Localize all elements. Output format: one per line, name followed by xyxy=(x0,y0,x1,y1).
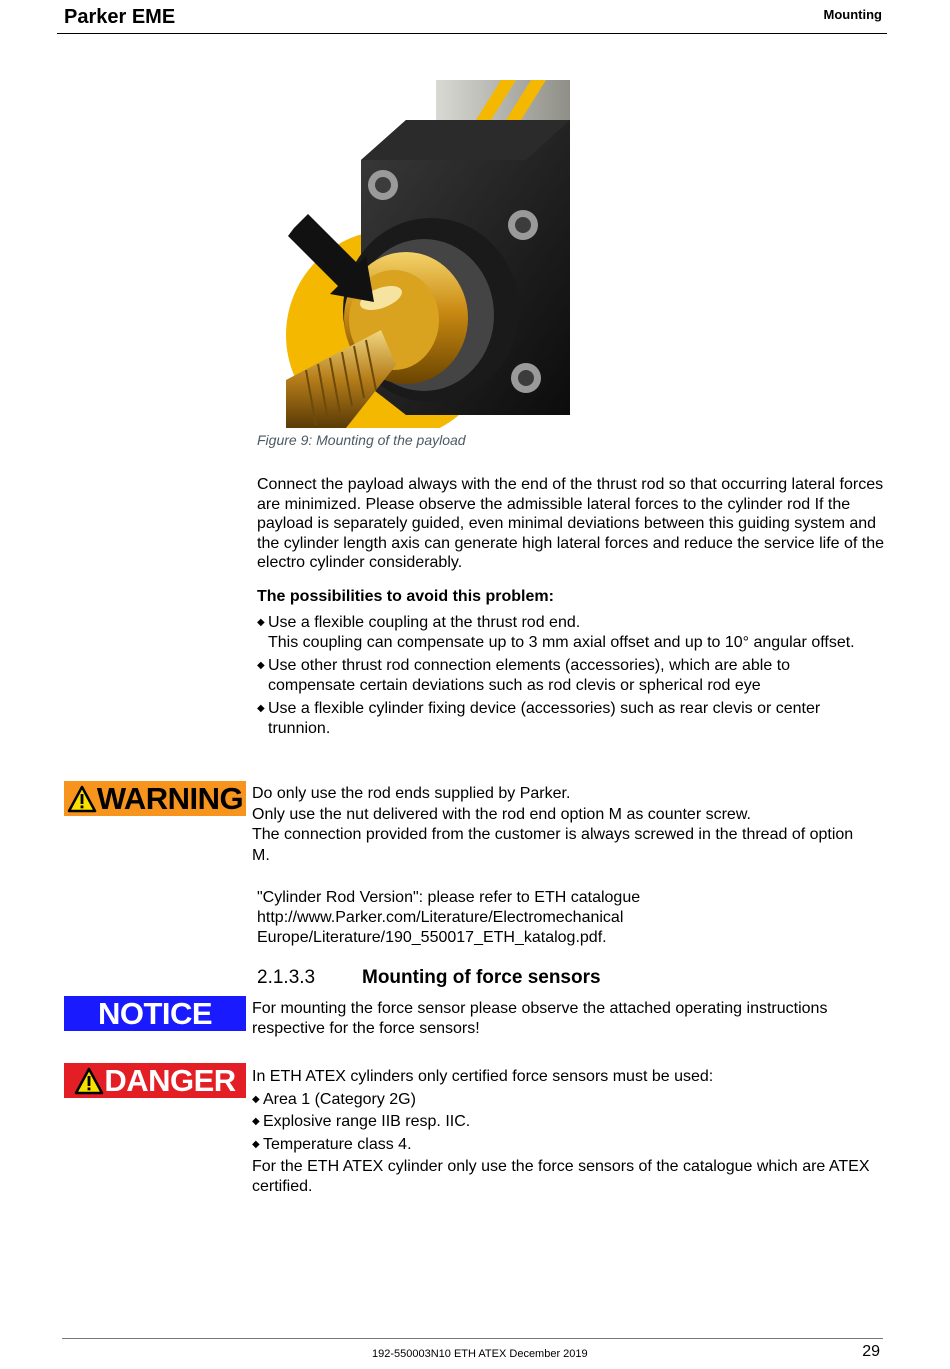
warning-line: Only use the nut delivered with the rod end option M as counter screw. xyxy=(252,805,751,823)
warning-label: WARNING xyxy=(96,780,244,816)
list-item-text: Use a flexible coupling at the thrust rod end. xyxy=(268,614,581,631)
danger-badge xyxy=(64,1063,246,1098)
list-item-text: Temperature class 4. xyxy=(263,1135,412,1153)
danger-footer: For the ETH ATEX cylinder only use the force sensors of the catalogue which are ATEX certified. xyxy=(252,1158,870,1195)
list-item-text: Area 1 (Category 2G) xyxy=(263,1090,416,1108)
danger-intro: In ETH ATEX cylinders only certified force sensors must be used: xyxy=(252,1068,714,1085)
cylinder-illustration xyxy=(286,80,570,428)
possibilities-heading: The possibilities to avoid this problem: xyxy=(257,588,554,605)
catalogue-reference xyxy=(257,888,857,948)
header-rule xyxy=(57,33,887,34)
page-number: 29 xyxy=(862,1343,880,1360)
list-item xyxy=(257,613,877,653)
warning-badge xyxy=(64,781,246,816)
warning-line: The connection provided from the customer is always screwed in the thread of option M. xyxy=(252,826,854,864)
document-id: 192-550003N10 ETH ATEX December 2019 xyxy=(372,1348,588,1360)
section-number: 2.1.3.3 xyxy=(257,967,316,988)
reference-line: Europe/Literature/190_550017_ETH_katalog.pdf. xyxy=(257,929,607,946)
reference-line: "Cylinder Rod Version": please refer to ETH catalogue xyxy=(257,889,641,906)
list-item-text: Use a flexible cylinder fixing device (accessories) such as rear clevis or center trunnion. xyxy=(268,700,821,737)
warning-triangle-icon xyxy=(67,785,97,813)
reference-line: http://www.Parker.com/Literature/Electromechanical xyxy=(257,909,624,926)
diamond-bullet-icon: ◆ xyxy=(257,617,265,628)
footer-rule xyxy=(62,1338,883,1339)
warning-line: Do only use the rod ends supplied by Parker. xyxy=(252,785,571,802)
danger-triangle-icon xyxy=(74,1067,104,1095)
diamond-bullet-icon: ◆ xyxy=(252,1116,260,1127)
list-item xyxy=(252,1111,882,1134)
diamond-bullet-icon: ◆ xyxy=(257,703,265,714)
list-item xyxy=(257,656,877,696)
diamond-bullet-icon: ◆ xyxy=(252,1093,260,1105)
danger-label: DANGER xyxy=(104,1062,236,1098)
list-item-text: Use other thrust rod connection elements (accessories), which are able to compensate certain deviations such as rod clevis or spherical rod eye xyxy=(268,657,791,694)
danger-text xyxy=(252,1066,882,1197)
payload-mounting-figure xyxy=(286,80,570,428)
list-item-subtext: This coupling can compensate up to 3 mm axial offset and up to 10° angular offset. xyxy=(268,634,855,651)
notice-text: For mounting the force sensor please observe the attached operating instructions respective for the force sensors! xyxy=(252,1000,828,1037)
section-title: Mounting of force sensors xyxy=(362,967,601,988)
figure-caption: Figure 9: Mounting of the payload xyxy=(257,432,466,448)
diamond-bullet-icon: ◆ xyxy=(252,1138,260,1150)
diamond-bullet-icon: ◆ xyxy=(257,660,265,671)
list-item xyxy=(252,1134,882,1157)
document-title: Parker EME xyxy=(64,6,176,28)
list-item xyxy=(252,1089,882,1112)
list-item-text: Explosive range IIB resp. IIC. xyxy=(263,1113,471,1130)
intro-paragraph: Connect the payload always with the end of the thrust rod so that occurring lateral forces are minimized. Please observe the admissible lateral forces to the cylinder rod If the payload is separately guided, even minimal deviations between this guiding system and the cylinder length axis can generate high lateral forces and reduce the service life of the electro cylinder considerably. xyxy=(257,476,885,572)
list-item xyxy=(257,699,877,739)
warning-text xyxy=(252,784,872,866)
section-name: Mounting xyxy=(823,7,882,22)
notice-label: NOTICE xyxy=(97,995,213,1031)
possibilities-list xyxy=(257,613,877,742)
notice-badge xyxy=(64,996,246,1031)
